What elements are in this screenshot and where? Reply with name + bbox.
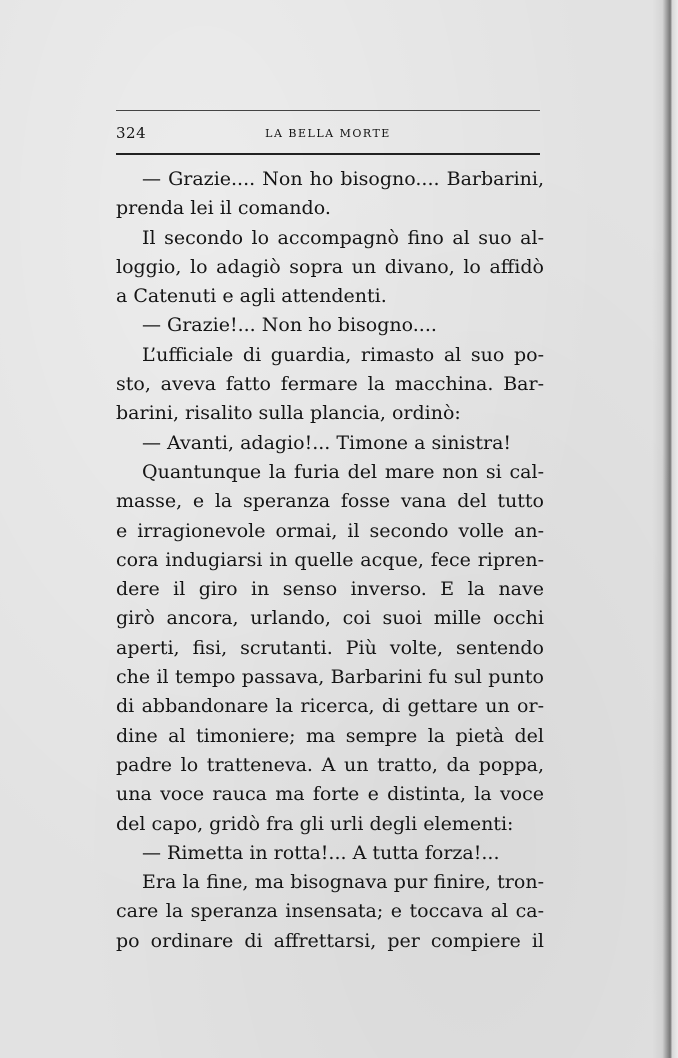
- text-line: a Catenuti e agli attendenti.: [116, 285, 387, 308]
- header-rule-top: [116, 110, 540, 111]
- text-line: una voce rauca ma forte e distinta, la voce: [116, 783, 544, 806]
- text-line: prenda lei il comando.: [116, 197, 331, 220]
- page-number: 324: [116, 124, 147, 142]
- text-line: loggio, lo adagiò sopra un divano, lo affidò: [116, 255, 544, 278]
- page-header: [116, 110, 540, 158]
- text-line: care la speranza insensata; e toccava al ca-: [116, 900, 544, 923]
- text-line: — Grazie!... Non ho bisogno....: [142, 314, 437, 337]
- running-title: LA BELLA MORTE: [265, 127, 391, 140]
- text-line: — Grazie.... Non ho bisogno.... Barbarini,: [142, 168, 544, 190]
- text-line: masse, e la speranza fosse vana del tutto: [116, 490, 544, 513]
- text-line: dere il giro in senso inverso. E la nave: [116, 578, 544, 601]
- text-line: Era la fine, ma bisognava pur finire, tron-: [142, 871, 544, 894]
- text-line: sto, aveva fatto fermare la macchina. Bar-: [116, 373, 544, 396]
- text-line: padre lo tratteneva. A un tratto, da poppa,: [116, 753, 544, 776]
- text-line: po ordinare di affrettarsi, per compiere il: [116, 929, 544, 952]
- text-line: barini, risalito sulla plancia, ordinò:: [116, 402, 461, 425]
- text-line: girò ancora, urlando, coi suoi mille occhi: [116, 607, 544, 630]
- text-line: Il secondo lo accompagnò fino al suo al-: [142, 226, 544, 249]
- text-line: Quantunque la furia del mare non si cal-: [142, 460, 544, 483]
- text-line: dine al timoniere; ma sempre la pietà del: [116, 724, 544, 747]
- text-line: e irragionevole ormai, il secondo volle an-: [116, 519, 544, 542]
- page-gutter-shadow: [652, 0, 678, 1058]
- text-line: aperti, fisi, scrutanti. Più volte, sentendo: [116, 636, 544, 659]
- body-text: [116, 165, 544, 956]
- text-line: cora indugiarsi in quelle acque, fece ripren-: [116, 548, 544, 571]
- text-line: — Avanti, adagio!... Timone a sinistra!: [142, 431, 512, 454]
- header-rule-bottom: [116, 153, 540, 155]
- text-line: di abbandonare la ricerca, di gettare un or-: [116, 695, 544, 718]
- text-line: del capo, gridò fra gli urli degli elementi:: [116, 812, 514, 835]
- text-line: — Rimetta in rotta!... A tutta forza!...: [142, 841, 500, 864]
- text-line: L’ufficiale di guardia, rimasto al suo po-: [142, 343, 544, 366]
- text-line: che il tempo passava, Barbarini fu sul punto: [116, 666, 544, 689]
